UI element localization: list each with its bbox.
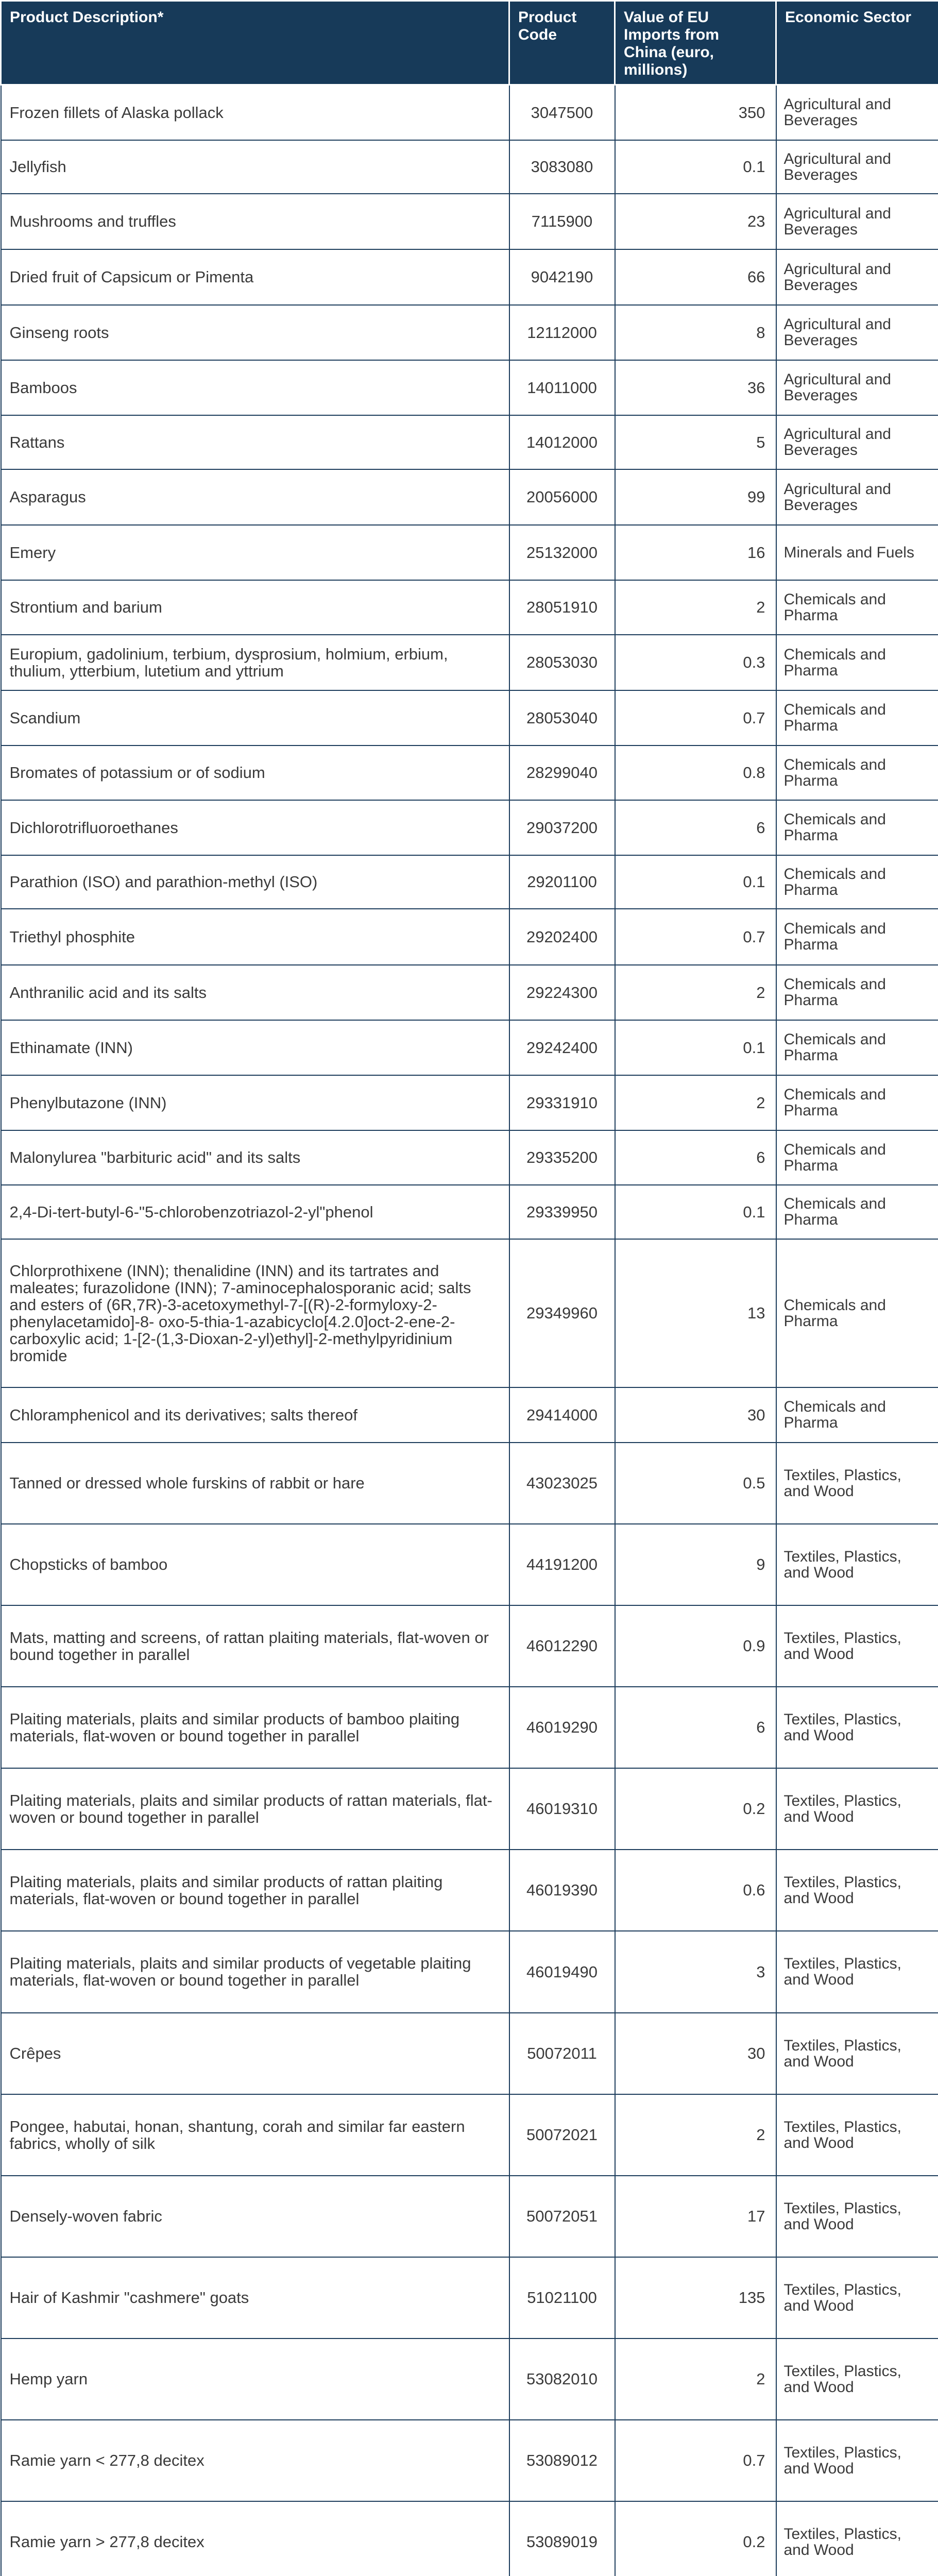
cell-economic-sector: Chemicals and Pharma — [776, 635, 938, 690]
cell-product-code: 29202400 — [509, 909, 615, 965]
cell-product-code: 50072051 — [509, 2176, 615, 2257]
cell-economic-sector: Textiles, Plastics, and Wood — [776, 2501, 938, 2576]
cell-economic-sector: Textiles, Plastics, and Wood — [776, 1931, 938, 2013]
cell-product-code: 53089012 — [509, 2420, 615, 2501]
cell-product-code: 46019310 — [509, 1768, 615, 1850]
table-row — [1, 1931, 938, 2013]
cell-economic-sector: Textiles, Plastics, and Wood — [776, 2257, 938, 2338]
cell-description: Bromates of potassium or of sodium — [1, 745, 509, 800]
cell-product-code: 53089019 — [509, 2501, 615, 2576]
cell-import-value: 0.7 — [615, 2420, 776, 2501]
cell-description: Plaiting materials, plaits and similar products of rattan materials, flat-woven or bound together in parallel — [1, 1768, 509, 1850]
table-body — [1, 85, 938, 2576]
cell-product-code: 9042190 — [509, 249, 615, 305]
cell-product-code: 29201100 — [509, 855, 615, 909]
cell-product-code: 46012290 — [509, 1605, 615, 1687]
cell-economic-sector: Textiles, Plastics, and Wood — [776, 2176, 938, 2257]
cell-description: Mats, matting and screens, of rattan plaiting materials, flat-woven or bound together in parallel — [1, 1605, 509, 1687]
cell-product-code: 29224300 — [509, 965, 615, 1020]
cell-description: Bamboos — [1, 360, 509, 415]
cell-product-code: 53082010 — [509, 2338, 615, 2420]
cell-import-value: 3 — [615, 1931, 776, 2013]
cell-description: Jellyfish — [1, 140, 509, 194]
cell-economic-sector: Chemicals and Pharma — [776, 800, 938, 855]
cell-description: Plaiting materials, plaits and similar products of bamboo plaiting materials, flat-woven or bound together in parallel — [1, 1687, 509, 1768]
cell-product-code: 14011000 — [509, 360, 615, 415]
cell-economic-sector: Textiles, Plastics, and Wood — [776, 1850, 938, 1931]
cell-product-code: 51021100 — [509, 2257, 615, 2338]
column-header-value: Value of EU Imports from China (euro, millions) — [615, 1, 776, 85]
cell-economic-sector: Chemicals and Pharma — [776, 1239, 938, 1387]
cell-product-code: 46019390 — [509, 1850, 615, 1931]
table-row — [1, 2257, 938, 2338]
table-row — [1, 2094, 938, 2176]
cell-economic-sector: Chemicals and Pharma — [776, 690, 938, 745]
cell-economic-sector: Agricultural and Beverages — [776, 194, 938, 249]
cell-description: Europium, gadolinium, terbium, dysprosium, holmium, erbium, thulium, ytterbium, lutetium and yttrium — [1, 635, 509, 690]
cell-import-value: 17 — [615, 2176, 776, 2257]
cell-product-code: 28299040 — [509, 745, 615, 800]
table-row — [1, 1768, 938, 1850]
cell-product-code: 29349960 — [509, 1239, 615, 1387]
table-row — [1, 525, 938, 580]
cell-description: Chopsticks of bamboo — [1, 1524, 509, 1605]
cell-economic-sector: Chemicals and Pharma — [776, 1387, 938, 1443]
cell-description: Rattans — [1, 415, 509, 469]
cell-import-value: 0.6 — [615, 1850, 776, 1931]
cell-import-value: 2 — [615, 1075, 776, 1130]
table-row — [1, 1605, 938, 1687]
table-row — [1, 1387, 938, 1443]
table-header — [1, 1, 938, 85]
table-row — [1, 2338, 938, 2420]
cell-product-code: 3047500 — [509, 85, 615, 140]
cell-import-value: 0.1 — [615, 855, 776, 909]
cell-economic-sector: Textiles, Plastics, and Wood — [776, 2094, 938, 2176]
table-row — [1, 140, 938, 194]
table-row — [1, 249, 938, 305]
cell-product-code: 29335200 — [509, 1130, 615, 1185]
cell-description: Anthranilic acid and its salts — [1, 965, 509, 1020]
table-row — [1, 85, 938, 140]
cell-description: Ginseng roots — [1, 305, 509, 360]
cell-economic-sector: Textiles, Plastics, and Wood — [776, 2338, 938, 2420]
cell-import-value: 0.7 — [615, 909, 776, 965]
cell-product-code: 28053030 — [509, 635, 615, 690]
cell-import-value: 0.8 — [615, 745, 776, 800]
cell-economic-sector: Textiles, Plastics, and Wood — [776, 1768, 938, 1850]
table-row — [1, 690, 938, 745]
table-row — [1, 2501, 938, 2576]
cell-economic-sector: Chemicals and Pharma — [776, 1075, 938, 1130]
cell-description: Densely-woven fabric — [1, 2176, 509, 2257]
table-row — [1, 855, 938, 909]
cell-import-value: 0.1 — [615, 1020, 776, 1075]
cell-economic-sector: Agricultural and Beverages — [776, 85, 938, 140]
table-row — [1, 1185, 938, 1239]
cell-description: Hemp yarn — [1, 2338, 509, 2420]
column-header-code: Product Code — [509, 1, 615, 85]
cell-description: Triethyl phosphite — [1, 909, 509, 965]
cell-import-value: 135 — [615, 2257, 776, 2338]
table-row — [1, 1130, 938, 1185]
cell-description: Frozen fillets of Alaska pollack — [1, 85, 509, 140]
cell-import-value: 0.1 — [615, 1185, 776, 1239]
cell-product-code: 25132000 — [509, 525, 615, 580]
cell-product-code: 29339950 — [509, 1185, 615, 1239]
cell-economic-sector: Chemicals and Pharma — [776, 745, 938, 800]
column-header-sector: Economic Sector — [776, 1, 938, 85]
cell-economic-sector: Textiles, Plastics, and Wood — [776, 1605, 938, 1687]
table-row — [1, 1524, 938, 1605]
table-row — [1, 2013, 938, 2094]
cell-product-code: 29331910 — [509, 1075, 615, 1130]
cell-product-code: 28053040 — [509, 690, 615, 745]
cell-economic-sector: Agricultural and Beverages — [776, 360, 938, 415]
cell-product-code: 50072021 — [509, 2094, 615, 2176]
cell-import-value: 23 — [615, 194, 776, 249]
cell-product-code: 43023025 — [509, 1443, 615, 1524]
table-row — [1, 194, 938, 249]
cell-description: Plaiting materials, plaits and similar products of vegetable plaiting materials, flat-woven or bound together in parallel — [1, 1931, 509, 2013]
cell-economic-sector: Chemicals and Pharma — [776, 1185, 938, 1239]
cell-product-code: 46019490 — [509, 1931, 615, 2013]
cell-description: Ethinamate (INN) — [1, 1020, 509, 1075]
cell-import-value: 350 — [615, 85, 776, 140]
cell-import-value: 9 — [615, 1524, 776, 1605]
cell-economic-sector: Minerals and Fuels — [776, 525, 938, 580]
cell-economic-sector: Textiles, Plastics, and Wood — [776, 1687, 938, 1768]
cell-economic-sector: Chemicals and Pharma — [776, 1130, 938, 1185]
cell-description: Mushrooms and truffles — [1, 194, 509, 249]
cell-description: Ramie yarn < 277,8 decitex — [1, 2420, 509, 2501]
cell-economic-sector: Textiles, Plastics, and Wood — [776, 2420, 938, 2501]
table-row — [1, 1443, 938, 1524]
table-row — [1, 965, 938, 1020]
cell-description: Malonylurea "barbituric acid" and its salts — [1, 1130, 509, 1185]
cell-description: Tanned or dressed whole furskins of rabbit or hare — [1, 1443, 509, 1524]
table-row — [1, 469, 938, 525]
cell-description: Ramie yarn > 277,8 decitex — [1, 2501, 509, 2576]
cell-import-value: 30 — [615, 2013, 776, 2094]
header-row — [1, 1, 938, 85]
cell-import-value: 8 — [615, 305, 776, 360]
cell-import-value: 0.5 — [615, 1443, 776, 1524]
table-row — [1, 1075, 938, 1130]
table-row — [1, 305, 938, 360]
cell-economic-sector: Chemicals and Pharma — [776, 855, 938, 909]
cell-economic-sector: Chemicals and Pharma — [776, 1020, 938, 1075]
cell-product-code: 44191200 — [509, 1524, 615, 1605]
cell-import-value: 66 — [615, 249, 776, 305]
cell-import-value: 2 — [615, 2338, 776, 2420]
table-row — [1, 580, 938, 635]
cell-product-code: 7115900 — [509, 194, 615, 249]
table-row — [1, 1850, 938, 1931]
cell-economic-sector: Agricultural and Beverages — [776, 305, 938, 360]
cell-description: Parathion (ISO) and parathion-methyl (ISO) — [1, 855, 509, 909]
cell-description: 2,4-Di-tert-butyl-6-"5-chlorobenzotriazol-2-yl"phenol — [1, 1185, 509, 1239]
cell-import-value: 6 — [615, 1130, 776, 1185]
cell-import-value: 99 — [615, 469, 776, 525]
cell-economic-sector: Chemicals and Pharma — [776, 909, 938, 965]
table-row — [1, 415, 938, 469]
table-row — [1, 909, 938, 965]
table-row — [1, 360, 938, 415]
cell-import-value: 2 — [615, 2094, 776, 2176]
cell-product-code: 28051910 — [509, 580, 615, 635]
cell-economic-sector: Agricultural and Beverages — [776, 140, 938, 194]
cell-description: Emery — [1, 525, 509, 580]
cell-product-code: 29414000 — [509, 1387, 615, 1443]
cell-description: Scandium — [1, 690, 509, 745]
cell-economic-sector: Agricultural and Beverages — [776, 469, 938, 525]
cell-import-value: 0.3 — [615, 635, 776, 690]
cell-import-value: 0.9 — [615, 1605, 776, 1687]
table-row — [1, 2420, 938, 2501]
cell-description: Asparagus — [1, 469, 509, 525]
cell-product-code: 29242400 — [509, 1020, 615, 1075]
cell-product-code: 46019290 — [509, 1687, 615, 1768]
cell-economic-sector: Textiles, Plastics, and Wood — [776, 2013, 938, 2094]
cell-economic-sector: Agricultural and Beverages — [776, 249, 938, 305]
cell-description: Crêpes — [1, 2013, 509, 2094]
cell-import-value: 36 — [615, 360, 776, 415]
table-row — [1, 1020, 938, 1075]
cell-import-value: 5 — [615, 415, 776, 469]
cell-import-value: 0.2 — [615, 2501, 776, 2576]
table-row — [1, 1687, 938, 1768]
cell-import-value: 16 — [615, 525, 776, 580]
cell-economic-sector: Chemicals and Pharma — [776, 580, 938, 635]
table-row — [1, 800, 938, 855]
cell-description: Strontium and barium — [1, 580, 509, 635]
table-row — [1, 1239, 938, 1387]
cell-import-value: 30 — [615, 1387, 776, 1443]
cell-product-code: 20056000 — [509, 469, 615, 525]
cell-economic-sector: Chemicals and Pharma — [776, 965, 938, 1020]
cell-economic-sector: Textiles, Plastics, and Wood — [776, 1524, 938, 1605]
cell-description: Chloramphenicol and its derivatives; salts thereof — [1, 1387, 509, 1443]
cell-economic-sector: Textiles, Plastics, and Wood — [776, 1443, 938, 1524]
cell-product-code: 3083080 — [509, 140, 615, 194]
cell-import-value: 13 — [615, 1239, 776, 1387]
cell-economic-sector: Agricultural and Beverages — [776, 415, 938, 469]
cell-import-value: 2 — [615, 965, 776, 1020]
cell-description: Dichlorotrifluoroethanes — [1, 800, 509, 855]
table-row — [1, 635, 938, 690]
cell-product-code: 29037200 — [509, 800, 615, 855]
table-row — [1, 745, 938, 800]
cell-import-value: 2 — [615, 580, 776, 635]
cell-description: Hair of Kashmir "cashmere" goats — [1, 2257, 509, 2338]
cell-import-value: 6 — [615, 1687, 776, 1768]
cell-product-code: 12112000 — [509, 305, 615, 360]
cell-import-value: 0.1 — [615, 140, 776, 194]
table-row — [1, 2176, 938, 2257]
cell-import-value: 6 — [615, 800, 776, 855]
cell-description: Chlorprothixene (INN); thenalidine (INN) and its tartrates and maleates; furazolidone (INN); 7-aminocephalosporanic acid; salts and esters of (6R,7R)-3-acetoxymethyl-7-[(R)-2-formyloxy-2-phenylacetamido]-8- oxo-5-thia-1-azabicyclo[4.2.0]oct-2-ene-2-carboxylic acid; 1-[2-(1,3-Dioxan-2-yl)ethyl]-2-methylpyridinium bromide — [1, 1239, 509, 1387]
cell-product-code: 14012000 — [509, 415, 615, 469]
cell-product-code: 50072011 — [509, 2013, 615, 2094]
cell-import-value: 0.7 — [615, 690, 776, 745]
cell-description: Phenylbutazone (INN) — [1, 1075, 509, 1130]
column-header-description: Product Description* — [1, 1, 509, 85]
cell-description: Pongee, habutai, honan, shantung, corah and similar far eastern fabrics, wholly of silk — [1, 2094, 509, 2176]
cell-import-value: 0.2 — [615, 1768, 776, 1850]
cell-description: Dried fruit of Capsicum or Pimenta — [1, 249, 509, 305]
cell-description: Plaiting materials, plaits and similar products of rattan plaiting materials, flat-woven or bound together in parallel — [1, 1850, 509, 1931]
